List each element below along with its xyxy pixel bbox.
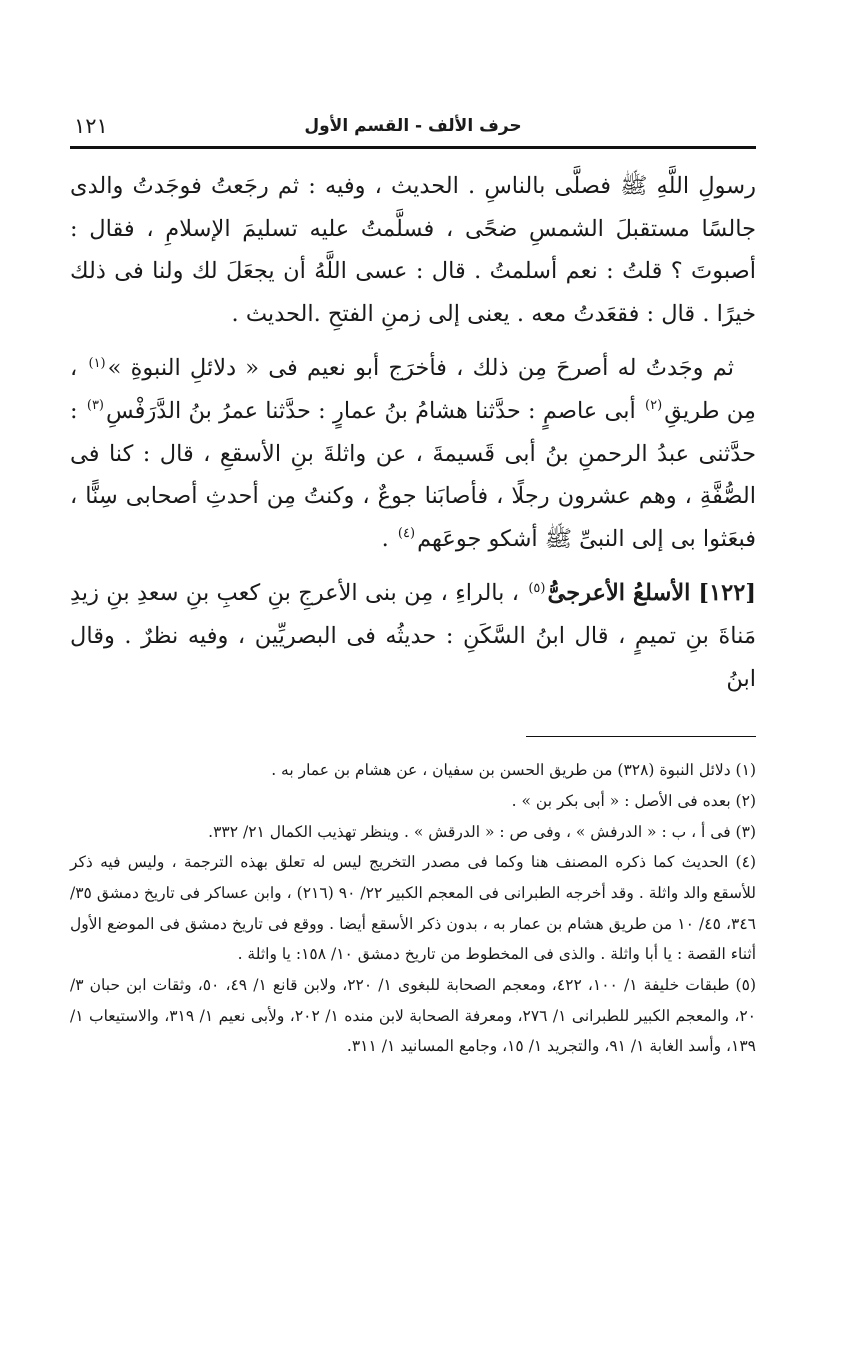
footnote-ref[interactable]: (٤) — [397, 526, 416, 542]
running-header — [70, 106, 756, 149]
book-page — [70, 106, 756, 1062]
text-run: . — [381, 525, 396, 552]
entry-paragraph — [70, 572, 756, 700]
paragraph — [70, 347, 756, 560]
paragraph: رسولِ اللَّهِ ﷺ فصلَّى بالناسِ . الحديث ، وفيه : ثم رجَعتُ فوجَدتُ والدى جالسًا مستقبلَ الشمسِ ضحًى ، فسلَّمتُ عليه تسليمَ الإسلامِ ، فقال : أصبوتَ ؟ قلتُ : نعم أسلمتُ . قال : عسى اللَّهُ أن يجعَلَ لك ولنا فى ذلك خيرًا . قال : فقعَدتُ معه . يعنى إلى زمنِ الفتحِ .الحديث . — [70, 173, 756, 327]
footnote-divider — [526, 736, 756, 737]
main-text — [70, 165, 756, 700]
footnotes — [70, 755, 756, 1062]
text-run: : حدَّثنى عبدُ الرحمنِ بنُ أبى قَسيمةَ ، عن واثلةَ بنِ الأسقعِ ، قال : كنا فى الصُّفَّةِ ، وهم عشرون رجلًا ، فأصابَنا جوعٌ ، وكنتُ مِن أحدثِ أصحابى سِنًّا ، فبعَثوا بى إلى النبىِّ ﷺ أشكو جوعَهم — [70, 397, 757, 552]
footnote-ref[interactable]: (١) — [88, 355, 106, 371]
text-run: ثم وجَدتُ له أصرحَ مِن ذلك ، فأخرَج أبو نعيم فى « دلائلِ النبوةِ » — [107, 355, 734, 382]
footnote: (١) دلائل النبوة (٣٢٨) من طريق الحسن بن سفيان ، عن هشام بن عمار به . — [271, 761, 756, 780]
page-number: ١٢١ — [74, 114, 108, 138]
text-run: ، بالراءِ ، مِن بنى الأعرجِ بنِ كعبِ بنِ سعدِ بنِ زيدِ مَناةَ بنِ تميمٍ ، قال ابنُ السَّكَنِ : حديثُه فى البصريِّين ، وفيه نظرٌ . وقال ابنُ — [70, 580, 756, 692]
footnote-ref[interactable]: (٥) — [528, 580, 546, 596]
footnote: (٤) الحديث كما ذكره المصنف هنا وكما فى مصدر التخريج ليس له تعلق بهذه الترجمة ، وليس فيه ذكر للأسقع والد واثلة . وقد أخرجه الطبرانى فى المعجم الكبير ٢٢/ ٩٠ (٢١٦) ، وابن عساكر فى تاريخ دمشق ٣٥/ ٣٤٦، ٤٥/ ١٠ من طريق هشام بن عمار به ، بدون ذكر الأسقع أيضا . ووقع فى تاريخ دمشق فى الموضع الأول أثناء القصة : يا أبا واثلة . والذى فى المخطوط من تاريخ دمشق ١٠/ ١٥٨: يا واثلة . — [70, 853, 757, 964]
chapter-title: حرف الألف - القسم الأول — [304, 116, 522, 136]
footnote-ref[interactable]: (٢) — [645, 398, 663, 414]
footnote: (٢) بعده فى الأصل : « أبى بكر بن » . — [511, 791, 756, 810]
entry-heading: [١٢٢] الأسلعُ الأعرجىُّ — [547, 580, 756, 607]
text-run: ، مِن طريقِ — [70, 355, 756, 424]
footnote-ref[interactable]: (٣) — [86, 398, 104, 414]
footnote: (٥) طبقات خليفة ١/ ١٠٠، ٤٢٢، ومعجم الصحابة للبغوى ١/ ٢٢٠، ولابن قانع ١/ ٤٩، ٥٠، وثقات ابن حبان ٣/ ٢٠، والمعجم الكبير للطبرانى ١/ ٢٧٦، ومعرفة الصحابة لابن منده ١/ ٢٠٢، ولأبى نعيم ١/ ٣١٩، والاستيعاب ١/ ١٣٩، وأسد الغابة ١/ ٩١، والتجريد ١/ ١٥، وجامع المسانيد ١/ ٣١١. — [70, 976, 756, 1056]
footnote: (٣) فى أ ، ب : « الدرفش » ، وفى ص : « الدرقش » . وينظر تهذيب الكمال ٢١/ ٣٣٢. — [208, 822, 756, 841]
text-run: أبى عاصمٍ : حدَّثنا هشامُ بنُ عمارٍ : حدَّثنا عمرُ بنُ الدَّرَفْسِ — [106, 397, 644, 424]
